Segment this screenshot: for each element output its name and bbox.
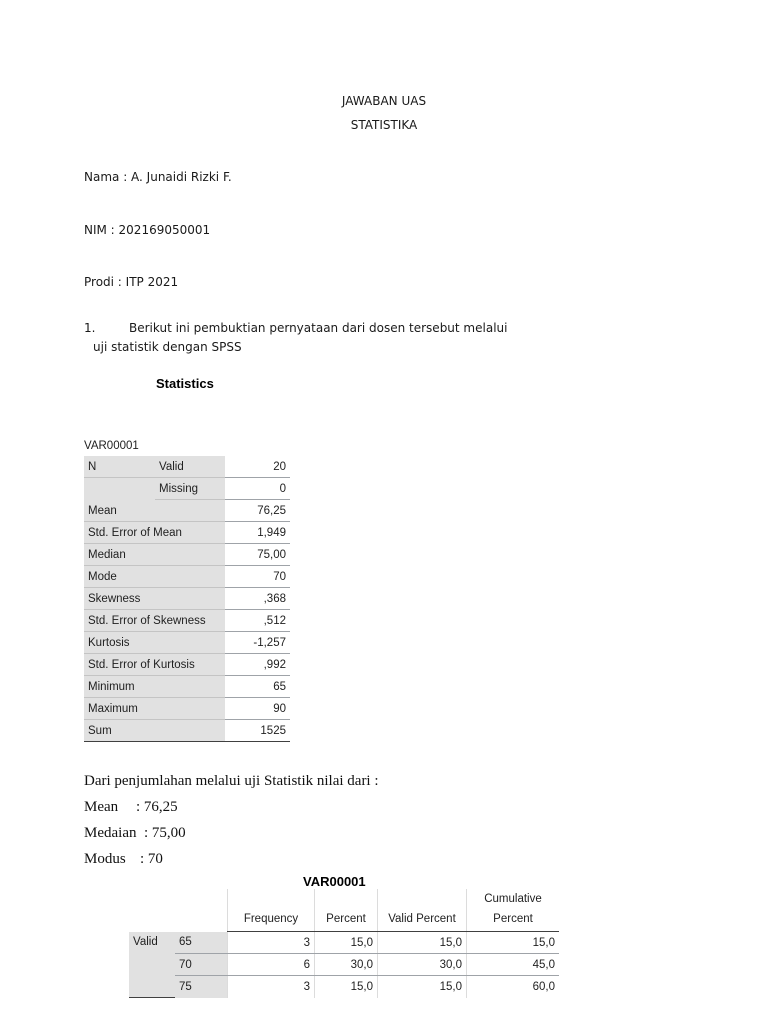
summary-mean-value: : 76,25 bbox=[136, 799, 178, 815]
stat-label: Minimum bbox=[84, 676, 225, 698]
frequency-cell: 6 bbox=[228, 954, 315, 976]
category-value: 70 bbox=[175, 954, 228, 976]
stat-label: Skewness bbox=[84, 588, 225, 610]
stat-label: Std. Error of Skewness bbox=[84, 610, 225, 632]
table-row bbox=[84, 654, 290, 676]
document-title: JAWABAN UAS bbox=[341, 94, 427, 108]
table-row bbox=[84, 522, 290, 544]
table-row bbox=[84, 632, 290, 654]
stat-label: N bbox=[84, 456, 155, 478]
statistics-table bbox=[84, 456, 290, 742]
stat-label: Std. Error of Kurtosis bbox=[84, 654, 225, 676]
group-spacer bbox=[129, 976, 175, 998]
table-row bbox=[129, 932, 559, 954]
percent-cell: 30,0 bbox=[315, 954, 378, 976]
table-row bbox=[84, 698, 290, 720]
percent-cell: 15,0 bbox=[315, 932, 378, 954]
stat-sublabel: Missing bbox=[155, 478, 225, 500]
summary-median-value: : 75,00 bbox=[144, 825, 186, 841]
table-row bbox=[129, 954, 559, 976]
group-label: Valid bbox=[129, 932, 175, 954]
student-prodi: Prodi : ITP 2021 bbox=[84, 275, 179, 289]
frequency-table bbox=[129, 889, 559, 998]
table-header-row bbox=[129, 889, 559, 932]
cumulative-percent-cell: 60,0 bbox=[532, 980, 555, 993]
category-value: 65 bbox=[175, 932, 228, 954]
header-frequency: Frequency bbox=[228, 889, 315, 932]
question-number: 1. bbox=[84, 321, 96, 335]
stat-value: 65 bbox=[225, 676, 290, 698]
table-row bbox=[84, 500, 290, 522]
table-row bbox=[84, 720, 290, 742]
stat-value: 90 bbox=[225, 698, 290, 720]
summary-mode-value: : 70 bbox=[140, 851, 163, 867]
stat-value: 1525 bbox=[225, 720, 290, 742]
stat-value: 75,00 bbox=[225, 544, 290, 566]
stat-label: Mode bbox=[84, 566, 225, 588]
stat-value: 20 bbox=[225, 456, 290, 478]
statistics-variable-label: VAR00001 bbox=[84, 440, 139, 452]
stat-value: -1,257 bbox=[225, 632, 290, 654]
stat-value: 0 bbox=[225, 478, 290, 500]
table-row bbox=[84, 588, 290, 610]
document-subtitle: STATISTIKA bbox=[350, 118, 418, 132]
header-cumulative-line1: Cumulative bbox=[484, 893, 542, 905]
stat-value: ,368 bbox=[225, 588, 290, 610]
header-valid-percent: Valid Percent bbox=[378, 889, 467, 932]
frequency-title: VAR00001 bbox=[303, 874, 366, 889]
stat-value: 1,949 bbox=[225, 522, 290, 544]
category-value: 75 bbox=[175, 976, 228, 998]
stat-label bbox=[84, 478, 155, 500]
header-cumulative-percent bbox=[467, 889, 560, 932]
statistics-title: Statistics bbox=[156, 376, 214, 391]
stat-label: Maximum bbox=[84, 698, 225, 720]
stat-label: Kurtosis bbox=[84, 632, 225, 654]
student-name: Nama : A. Junaidi Rizki F. bbox=[84, 170, 232, 184]
summary-mean-label: Mean bbox=[84, 799, 119, 815]
cumulative-percent-cell: 45,0 bbox=[467, 954, 560, 976]
header-cumulative-line2: Percent bbox=[493, 913, 533, 925]
cumulative-percent-cell: 15,0 bbox=[467, 932, 560, 954]
student-nim: NIM : 202169050001 bbox=[84, 223, 211, 237]
summary-median-label: Medaian bbox=[84, 825, 137, 841]
stat-sublabel: Valid bbox=[155, 456, 225, 478]
question-text-line2: uji statistik dengan SPSS bbox=[93, 340, 242, 354]
table-row bbox=[129, 976, 559, 998]
valid-percent-cell: 15,0 bbox=[378, 932, 467, 954]
table-row bbox=[84, 676, 290, 698]
summary-intro: Dari penjumlahan melalui uji Statistik nilai dari : bbox=[84, 773, 379, 789]
frequency-cell: 3 bbox=[228, 976, 315, 998]
percent-cell: 15,0 bbox=[315, 976, 378, 998]
stat-label: Sum bbox=[84, 720, 225, 742]
stat-value: 70 bbox=[225, 566, 290, 588]
valid-percent-cell: 15,0 bbox=[378, 976, 467, 998]
stat-value: ,512 bbox=[225, 610, 290, 632]
summary-mode-label: Modus bbox=[84, 851, 126, 867]
valid-percent-cell: 30,0 bbox=[378, 954, 467, 976]
question-text-line1: Berikut ini pembuktian pernyataan dari dosen tersebut melalui bbox=[129, 321, 508, 335]
header-percent: Percent bbox=[315, 889, 378, 932]
table-row bbox=[84, 456, 290, 478]
table-row bbox=[84, 610, 290, 632]
frequency-cell: 3 bbox=[228, 932, 315, 954]
table-row bbox=[84, 566, 290, 588]
stat-label: Median bbox=[84, 544, 225, 566]
header-blank bbox=[175, 889, 228, 932]
stat-value: ,992 bbox=[225, 654, 290, 676]
stat-label: Std. Error of Mean bbox=[84, 522, 225, 544]
stat-value: 76,25 bbox=[225, 500, 290, 522]
group-spacer bbox=[129, 954, 175, 976]
table-row bbox=[84, 544, 290, 566]
header-blank bbox=[129, 889, 175, 932]
stat-label: Mean bbox=[84, 500, 225, 522]
table-row bbox=[84, 478, 290, 500]
